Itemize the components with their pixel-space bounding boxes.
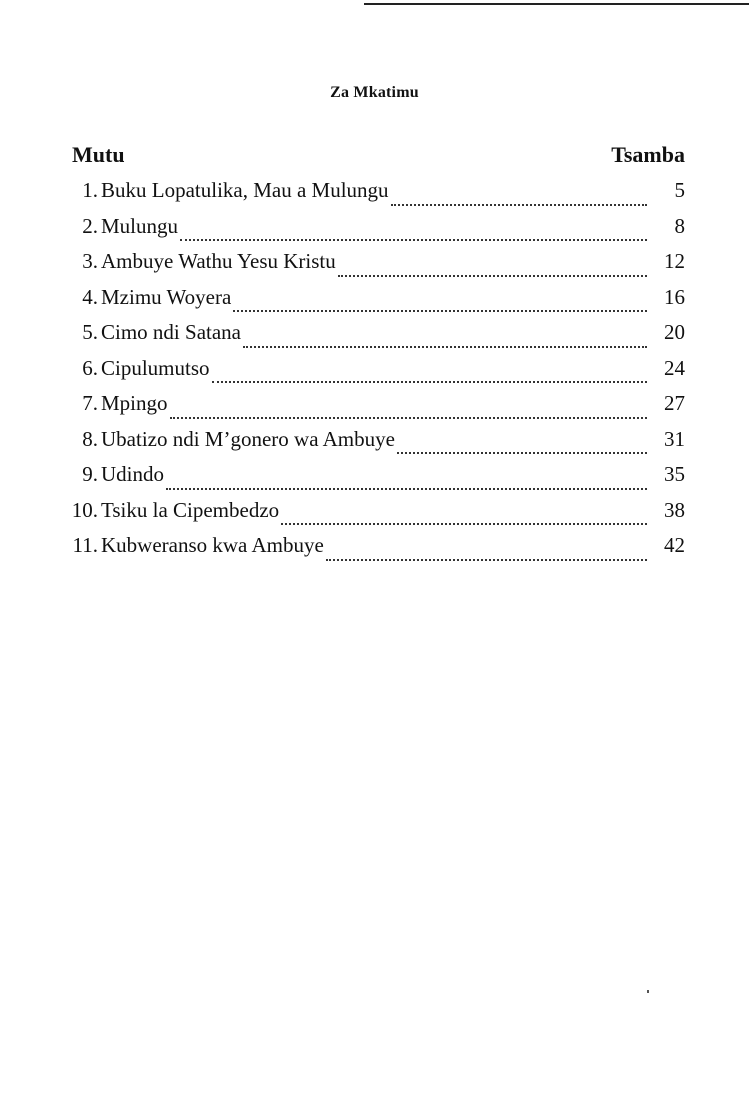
entry-title: Ubatizo ndi M’gonero wa Ambuye: [101, 426, 395, 451]
toc-entry[interactable]: [70, 214, 685, 250]
top-rule: [364, 3, 749, 5]
dot-leader: [166, 488, 647, 490]
toc-entry[interactable]: [70, 427, 685, 463]
stray-ink-mark: [647, 990, 649, 993]
dot-leader: [397, 452, 647, 454]
page-title: Za Mkatimu: [330, 84, 419, 101]
entry-title: Udindo: [101, 462, 164, 486]
dot-leader: [180, 239, 647, 241]
table-of-contents: [70, 142, 685, 569]
toc-entry[interactable]: [70, 356, 685, 392]
entry-page: 24: [664, 355, 685, 380]
dot-leader: [212, 381, 647, 383]
toc-list: [70, 178, 685, 569]
entry-number: 5.: [82, 320, 98, 344]
entry-title: Mzimu Woyera: [101, 284, 232, 309]
entry-title: Cimo ndi Satana: [101, 320, 241, 344]
toc-entry[interactable]: [70, 533, 685, 569]
toc-entry[interactable]: [70, 285, 685, 321]
entry-number: 2.: [82, 213, 98, 238]
entry-page: 5: [674, 178, 685, 202]
toc-header: [70, 142, 685, 172]
entry-number: 7.: [82, 391, 98, 415]
entry-number: 10.: [71, 497, 98, 522]
toc-entry[interactable]: [70, 391, 685, 427]
entry-number: 9.: [82, 462, 98, 486]
entry-number: 4.: [82, 284, 98, 309]
entry-title: Mulungu: [101, 213, 179, 238]
dot-leader: [391, 204, 647, 206]
entry-page: 16: [664, 284, 685, 309]
entry-title: Kubweranso kwa Ambuye: [101, 533, 324, 557]
entry-title: Ambuye Wathu Yesu Kristu: [101, 249, 336, 273]
entry-number: 8.: [82, 426, 98, 451]
entry-page: 42: [664, 533, 685, 557]
dot-leader: [233, 310, 647, 312]
entry-title: Tsiku la Cipembedzo: [101, 497, 280, 522]
entry-page: 27: [664, 391, 685, 415]
toc-entry[interactable]: [70, 178, 685, 214]
entry-page: 8: [674, 213, 685, 238]
entry-title: Mpingo: [101, 391, 168, 415]
entry-number: 3.: [82, 249, 98, 273]
entry-title: Cipulumutso: [101, 355, 210, 380]
dot-leader: [243, 346, 647, 348]
entry-page: 38: [664, 497, 685, 522]
entry-number: 11.: [72, 533, 98, 557]
toc-entry[interactable]: [70, 249, 685, 285]
dot-leader: [326, 559, 647, 561]
dot-leader: [281, 523, 647, 525]
dot-leader: [338, 275, 647, 277]
toc-entry[interactable]: [70, 462, 685, 498]
page-column-header: Tsamba: [611, 142, 685, 167]
entry-page: 20: [664, 320, 685, 344]
entry-number: 1.: [82, 178, 98, 202]
entry-page: 35: [664, 462, 685, 486]
entry-page: 12: [664, 249, 685, 273]
entry-number: 6.: [82, 355, 98, 380]
entry-page: 31: [664, 426, 685, 451]
toc-entry[interactable]: [70, 320, 685, 356]
chapter-column-header: Mutu: [72, 142, 125, 167]
toc-entry[interactable]: [70, 498, 685, 534]
entry-title: Buku Lopatulika, Mau a Mulungu: [101, 178, 389, 202]
dot-leader: [170, 417, 647, 419]
